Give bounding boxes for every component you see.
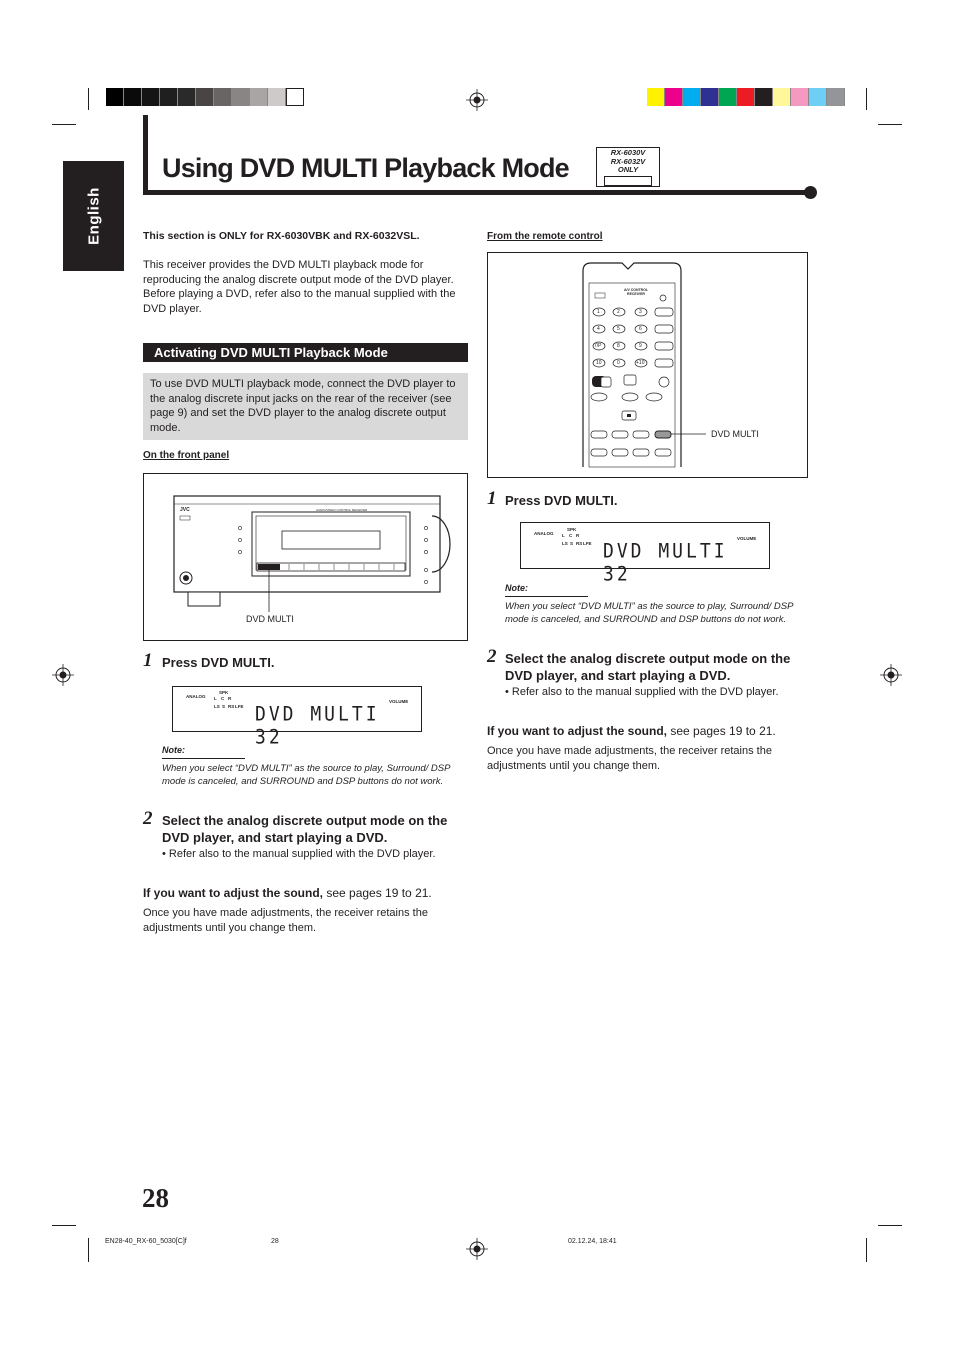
step-2-text: Select the analog discrete output mode on the DVD player, and start playing a DVD.	[505, 651, 791, 683]
remote-heading: From the remote control	[487, 231, 603, 242]
display-lfe: LFE	[583, 541, 592, 546]
color-swatch	[665, 88, 683, 106]
display-spk-rs: RS	[228, 704, 235, 709]
registration-target-icon	[466, 1238, 488, 1260]
gray-swatch	[178, 88, 196, 106]
remote-control-illustration	[488, 253, 807, 477]
display-spk-l: L	[214, 696, 217, 701]
color-swatch	[755, 88, 773, 106]
gray-swatch	[196, 88, 214, 106]
remote-key: 0	[617, 360, 620, 366]
note-rule	[162, 758, 245, 759]
note-rule	[505, 596, 588, 597]
model-badge-line: RX-6032V	[610, 156, 646, 166]
front-panel-brand: JVC	[180, 507, 190, 513]
color-swatch	[683, 88, 701, 106]
crop-mark	[88, 88, 89, 110]
note-label: Note:	[162, 745, 185, 755]
title-rule	[143, 190, 811, 195]
intro-only-note: This section is ONLY for RX-6030VBK and RX-6032VSL.	[143, 230, 420, 242]
adjust-sound-body: Once you have made adjustments, the receiver retains the adjustments until you change them.	[487, 745, 772, 772]
crop-mark	[866, 88, 867, 110]
title-bracket	[143, 115, 148, 195]
front-panel-callout: DVD MULTI	[246, 614, 294, 624]
remote-key: 8	[617, 343, 620, 349]
registration-target-icon	[880, 664, 902, 686]
gray-swatch	[106, 88, 124, 106]
color-swatch	[647, 88, 665, 106]
step-number: 2	[487, 646, 497, 667]
display-spk-r: R	[228, 696, 232, 701]
gray-swatch	[286, 88, 304, 106]
note-label: Note:	[505, 583, 528, 593]
display-panel	[520, 522, 770, 587]
display-spk-ls: LS	[562, 541, 568, 546]
registration-target-icon	[52, 664, 74, 686]
display-spk-s: S	[222, 704, 226, 709]
crop-mark	[866, 1238, 867, 1262]
remote-key: 1	[597, 309, 600, 315]
section-instructions: To use DVD MULTI playback mode, connect the DVD player to the analog discrete input jacks on the rear of the receiver (see page 9) and set the DVD player to the analog discrete output mode.	[143, 373, 468, 440]
remote-key: 9	[639, 343, 642, 349]
footer-timestamp: 02.12.24, 18:41	[568, 1238, 617, 1245]
gray-swatch	[214, 88, 232, 106]
display-readout: DVD MULTI 32	[603, 539, 728, 587]
display-spk: SPK	[219, 690, 229, 695]
color-swatch	[701, 88, 719, 106]
step-1-text: Press DVD MULTI.	[162, 655, 275, 670]
step-number: 1	[487, 488, 497, 509]
remote-key: +10	[636, 360, 645, 366]
front-panel-model: AUDIO/VIDEO CONTROL RECEIVER	[316, 508, 368, 512]
display-spk-ls: LS	[214, 704, 220, 709]
gray-swatch	[268, 88, 286, 106]
step-2-text: Select the analog discrete output mode on the DVD player, and start playing a DVD.	[162, 813, 448, 845]
remote-key: 6	[639, 326, 642, 332]
display-spk-l: L	[562, 533, 565, 538]
title-dot	[804, 186, 817, 199]
gray-swatch	[250, 88, 268, 106]
adjust-sound-body: Once you have made adjustments, the receiver retains the adjustments until you change them.	[143, 907, 428, 934]
remote-key: 7/P	[594, 343, 602, 349]
receiver-front-panel-illustration	[144, 474, 467, 640]
crop-mark	[88, 1238, 89, 1262]
adjust-sound-line	[487, 724, 817, 739]
display-spk-rs: RS	[576, 541, 583, 546]
step-2-bullet: • Refer also to the manual supplied with the DVD player.	[162, 848, 436, 860]
color-swatch	[809, 88, 827, 106]
registration-target-icon	[466, 89, 488, 111]
model-badge-line: ONLY	[617, 165, 639, 174]
display-spk-s: S	[570, 541, 574, 546]
crop-mark	[878, 1225, 902, 1226]
display-lfe: LFE	[235, 704, 244, 709]
remote-figure	[487, 252, 808, 478]
page-title: Using DVD MULTI Playback Mode	[162, 153, 569, 183]
display-analog: ANALOG	[186, 694, 206, 699]
crop-mark	[878, 124, 902, 125]
note-text: When you select “DVD MULTI” as the source to play, Surround/ DSP mode is canceled, and SURROUND and DSP buttons do not work.	[505, 601, 794, 625]
remote-key: 2	[617, 309, 620, 315]
remote-key: 5	[617, 326, 620, 332]
adjust-sound-bold: If you want to adjust the sound,	[487, 724, 667, 738]
language-label: English	[85, 187, 102, 245]
intro-paragraph: This receiver provides the DVD MULTI playback mode for reproducing the analog discrete output mode of the DVD player. Before playing a DVD, refer also to the manual supplied with the DVD player.	[143, 259, 456, 315]
display-panel	[172, 686, 422, 750]
step-number: 2	[143, 808, 153, 829]
adjust-sound-pages: see pages 19 to 21.	[667, 724, 776, 738]
color-swatch	[827, 88, 845, 106]
crop-mark	[52, 1225, 76, 1226]
color-bar	[647, 88, 845, 106]
front-panel-heading: On the front panel	[143, 450, 230, 461]
display-analog: ANALOG	[534, 531, 554, 536]
display-spk-c: C	[221, 696, 225, 701]
gray-swatch	[160, 88, 178, 106]
gray-swatch	[124, 88, 142, 106]
display-volume: VOLUME	[737, 536, 757, 541]
adjust-sound-line	[143, 886, 473, 901]
receiver-mini-icon	[604, 176, 652, 186]
adjust-sound-bold: If you want to adjust the sound,	[143, 886, 323, 900]
color-swatch	[719, 88, 737, 106]
remote-key: 10	[596, 360, 602, 366]
display-spk: SPK	[567, 527, 577, 532]
step-2-bullet: • Refer also to the manual supplied with the DVD player.	[505, 686, 779, 698]
crop-mark	[52, 124, 76, 125]
front-panel-figure	[143, 473, 468, 641]
remote-label: A/V CONTROL RECEIVER	[623, 288, 649, 296]
color-swatch	[737, 88, 755, 106]
gray-swatch	[232, 88, 250, 106]
remote-callout: DVD MULTI	[711, 429, 759, 439]
model-badge-line: RX-6030V	[610, 148, 646, 157]
section-heading: Activating DVD MULTI Playback Mode	[143, 343, 468, 362]
note-text: When you select “DVD MULTI” as the source to play, Surround/ DSP mode is canceled, and SURROUND and DSP buttons do not work.	[162, 763, 451, 787]
color-swatch	[773, 88, 791, 106]
language-tab	[63, 161, 124, 271]
gray-swatch	[142, 88, 160, 106]
adjust-sound-pages: see pages 19 to 21.	[323, 886, 432, 900]
remote-key: 4	[597, 326, 600, 332]
model-badge	[596, 147, 660, 187]
remote-key: 3	[639, 309, 642, 315]
grayscale-bar	[106, 88, 304, 106]
display-readout: DVD MULTI 32	[255, 702, 380, 750]
footer-page: 28	[271, 1238, 279, 1245]
color-swatch	[791, 88, 809, 106]
display-spk-r: R	[576, 533, 580, 538]
footer-file: EN28-40_RX-60_5030[C]f	[105, 1238, 187, 1245]
step-number: 1	[143, 650, 153, 671]
step-1-text: Press DVD MULTI.	[505, 493, 618, 508]
display-volume: VOLUME	[389, 699, 409, 704]
page-number: 28	[142, 1183, 169, 1213]
display-spk-c: C	[569, 533, 573, 538]
